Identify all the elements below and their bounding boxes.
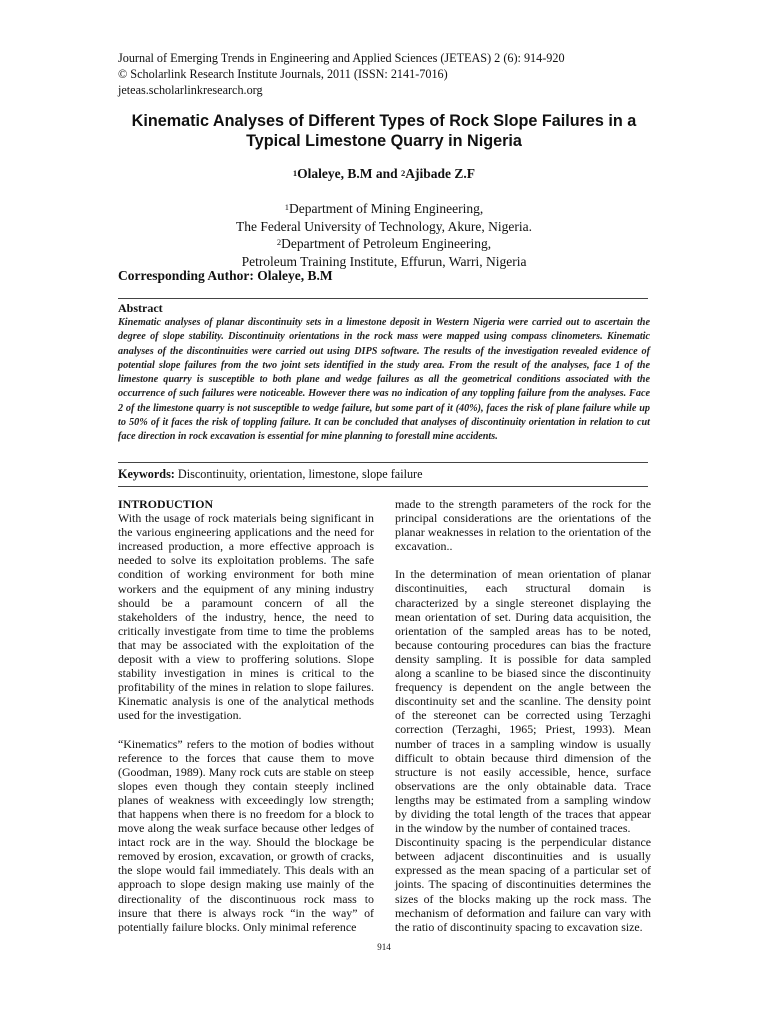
author-1-name: Olaleye, B.M and (297, 166, 402, 181)
journal-header (118, 50, 565, 98)
corresponding-author: Corresponding Author: Olaleye, B.M (118, 268, 333, 283)
paper-title-line-2: Typical Limestone Quarry in Nigeria (246, 131, 522, 150)
abstract-heading: Abstract (118, 301, 163, 315)
keywords-label: Keywords: (118, 467, 175, 481)
keywords-text: Discontinuity, orientation, limestone, slope failure (174, 467, 423, 481)
paragraph: made to the strength parameters of the rock for the principal considerations are the orientations of the planar weaknesses in relation to the orientation of the excavation.. (395, 497, 651, 554)
journal-website: jeteas.scholarlinkresearch.org (118, 83, 263, 97)
journal-copyright: © Scholarlink Research Institute Journals, 2011 (ISSN: 2141-7016) (118, 67, 448, 81)
divider-rule (118, 298, 648, 299)
affiliation-line-3 (0, 235, 768, 253)
paragraph: Discontinuity spacing is the perpendicular distance between adjacent discontinuities and is usually expressed as the mean spacing of a particular set of joints. The spacing of discontinuities determines the sizes of the blocks making up the rock mass. The mechanism of deformation and failure can vary with the ratio of discontinuity spacing to excavation size. (395, 835, 651, 934)
author-1-superscript: 1 (292, 168, 298, 178)
affiliation-1-superscript: 1 (284, 202, 290, 212)
keywords (118, 467, 423, 482)
abstract-body: Kinematic analyses of planar discontinuity sets in a limestone deposit in Western Nigeria were carried out to ascertain the degree of slope stability. Discontinuity orientations in the rock mass were mapped using compass clinometers. Kinematic analyses of the discontinuities were carried out using DIPS software. The results of the investigation revealed evidence of potential slope failures from the two joint sets identified in the study area. From the result of the analyses, face 1 of the limestone quarry is susceptible to both plane and wedge failures as all the geometrical conditions associated with the occurrence of such failures were noticeable. However there was no indication of any toppling failure from the analyses. Face 2 of the limestone quarry is not susceptible to wedge failure, but some part of it (40%), faces the risk of plane failure while up to 50% of it faces the risk of toppling failure. It can be concluded that analyses of discontinuity orientation in relation to cut face direction in rock excavation is essential for mine planning to forestall mine accidents. (118, 317, 650, 443)
section-heading-introduction: INTRODUCTION (118, 497, 214, 511)
paragraph: “Kinematics” refers to the motion of bodies without reference to the forces that cause them to move (Goodman, 1989). Many rock cuts are stable on steep slopes even though they contain steeply inclined planes of weakness with exceedingly low strength; that happens when there is no freedom for a block to move along the weak surface because other ledges of intact rock are in the way. Should the blockage be removed by erosion, excavation, or growth of cracks, the slope would fail immediately. This deals with an approach to slope design making use mainly of the directionality of the discontinuous rock mass to insure that there is always rock “in the way” of potentially failure blocks. Only minimal reference (118, 736, 374, 934)
divider-rule (118, 486, 648, 487)
page-number: 914 (377, 942, 391, 952)
paper-title-line-1: Kinematic Analyses of Different Types of Rock Slope Failures in a (131, 112, 637, 130)
affiliation-2-superscript: 2 (276, 237, 282, 247)
left-column (118, 497, 374, 934)
paper-title (96, 112, 672, 151)
journal-citation: Journal of Emerging Trends in Engineering and Applied Sciences (JETEAS) 2 (6): 914-920 (118, 51, 565, 65)
right-column (395, 497, 651, 934)
affiliation-2-department: Department of Petroleum Engineering, (281, 236, 492, 251)
paragraph: In the determination of mean orientation of planar discontinuities, each structural domain is characterized by a single stereonet displaying the mean orientation of set. During data acquisition, the orientation of the sampled areas has to be noted, because contouring procedures can bias the fracture density sampling. It is possible for data sampled along a scanline to be biased since the discontinuity frequency is dependent on the angle between the discontinuity set and the scanline. The density point of the stereonet can be corrected using Terzaghi correction (Terzaghi, 1965; Priest, 1993). Mean number of traces in a sampling window is usually difficult to obtain because third dimension of the structure is not easily accessible, hence, surface observations are the only obtainable data. Trace lengths may be estimated from a sampling window by dividing the total length of the traces that appear in the window by the number of contained traces. (395, 567, 651, 836)
author-2-superscript: 2 (401, 168, 406, 178)
divider-rule (118, 462, 648, 463)
affiliation-line-1 (0, 200, 768, 218)
author-list (0, 165, 768, 183)
affiliations (0, 200, 768, 270)
author-2-name: Ajibade Z.F (405, 166, 476, 181)
affiliation-1-department: Department of Mining Engineering, (289, 201, 484, 216)
paragraph: With the usage of rock materials being significant in the various engineering applications and the need for increased production, a more effective approach is needed to solve its exploitation problems. The safe condition of working environment for both mine workers and the equipment of any mining industry should be a paramount concern of all the stakeholders of the industry, hence, the need to critically investigate from time to time the problems that may be associated with the exploitation of the deposit with a view to proffering solutions. Slope stability investigation in mines is critical to the profitability of the mines in relation to slope failures. Kinematic analysis is one of the analytical methods used for the investigation. (118, 511, 374, 723)
affiliation-line-4: Petroleum Training Institute, Effurun, Warri, Nigeria (241, 253, 527, 269)
affiliation-line-2: The Federal University of Technology, Akure, Nigeria. (236, 218, 532, 234)
